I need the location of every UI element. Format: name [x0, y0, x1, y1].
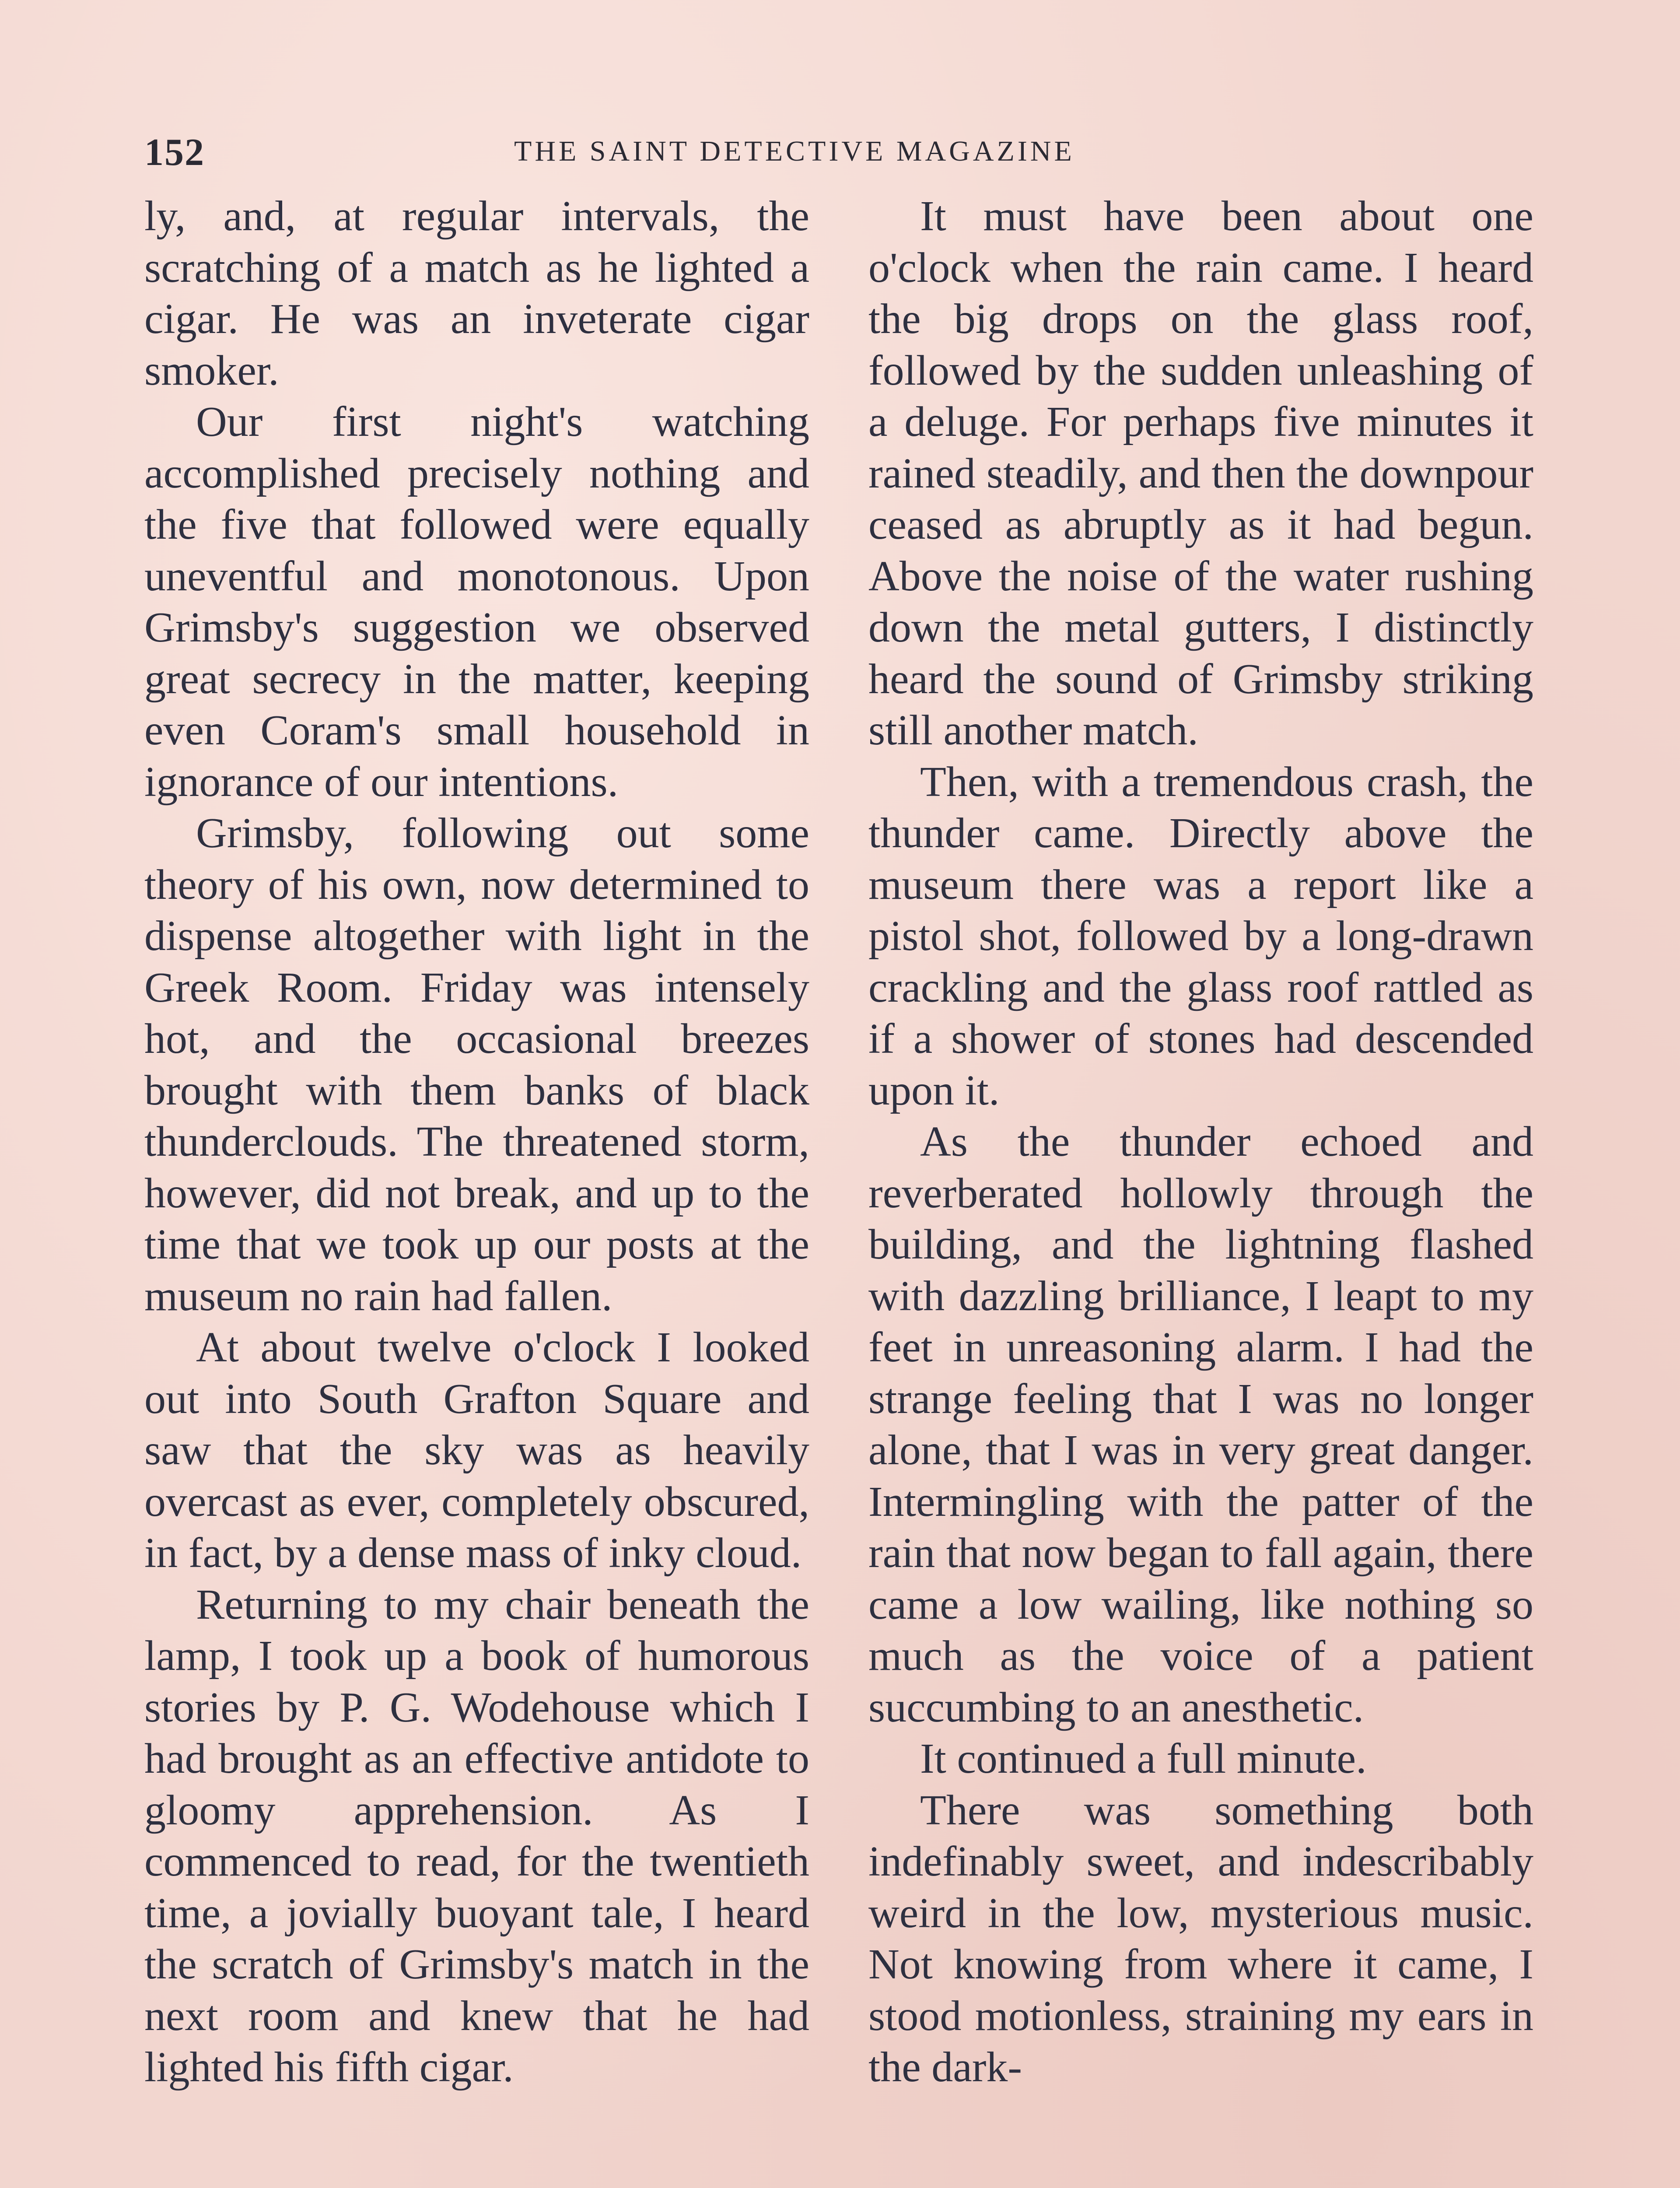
paragraph: It must have been about one o'clock when the rain came. I heard the big drops on the glass roof, followed by the sudden unleashing of a deluge. For perhaps five minutes it rained steadily, and then the downpour ceased as abruptly as it had begun. Above the noise of the water rushing down the metal gutters, I distinctly heard the sound of Grimsby striking still another match.: [868, 193, 1533, 754]
paragraph: ly, and, at regular intervals, the scratching of a match as he lighted a cigar. He was an inveterate cigar smoker.: [144, 193, 809, 394]
paragraph: It continued a full minute.: [920, 1735, 1367, 1782]
running-head: THE SAINT DETECTIVE MAGAZINE: [514, 135, 1075, 167]
paragraph: There was something both indefinably sweet, and indescribably weird in the low, mysterious music. Not knowing from where it came, I stood motionless, straining my ears in the dark-: [868, 1786, 1533, 2091]
paragraph: Our first night's watching accomplished precisely nothing and the five that followed were equally uneventful and monotonous. Upon Grimsby's suggestion we observed great secrecy in the matter, keeping even Coram's small household in ignorance of our intentions.: [144, 398, 809, 806]
paragraph: As the thunder echoed and reverberated hollowly through the building, and the lightning flashed with dazzling brilliance, I leapt to my feet in unreasoning alarm. I had the strange feeling that I was no longer alone, that I was in very great danger. Intermingling with the patter of the rain that now began to fall again, there came a low wailing, like nothing so much as the voice of a patient succumbing to an anesthetic.: [868, 1118, 1533, 1731]
paragraph: Then, with a tremendous crash, the thunder came. Directly above the museum there was a report like a pistol shot, followed by a long-drawn crackling and the glass roof rattled as if a shower of stones had descended upon it.: [868, 758, 1533, 1114]
right-column: [868, 191, 1533, 2093]
page-header: [144, 130, 1536, 179]
left-column: [144, 191, 809, 2093]
page-number: 152: [144, 131, 205, 174]
paragraph: At about twelve o'clock I looked out into South Grafton Square and saw that the sky was as heavily overcast as ever, completely obscured, in fact, by a dense mass of inky cloud.: [144, 1324, 809, 1577]
paragraph: Returning to my chair beneath the lamp, I took up a book of humorous stories by P. G. Wodehouse which I had brought as an effective antidote to gloomy apprehension. As I commenced to read, for the twentieth time, a jovially buoyant tale, I heard the scratch of Grimsby's match in the next room and knew that he had lighted his fifth cigar.: [144, 1581, 809, 2091]
paragraph: Grimsby, following out some theory of his own, now determined to dispense altogether with light in the Greek Room. Friday was intensely hot, and the occasional breezes brought with them banks of black thunderclouds. The threatened storm, however, did not break, and up to the time that we took up our posts at the museum no rain had fallen.: [144, 810, 809, 1320]
